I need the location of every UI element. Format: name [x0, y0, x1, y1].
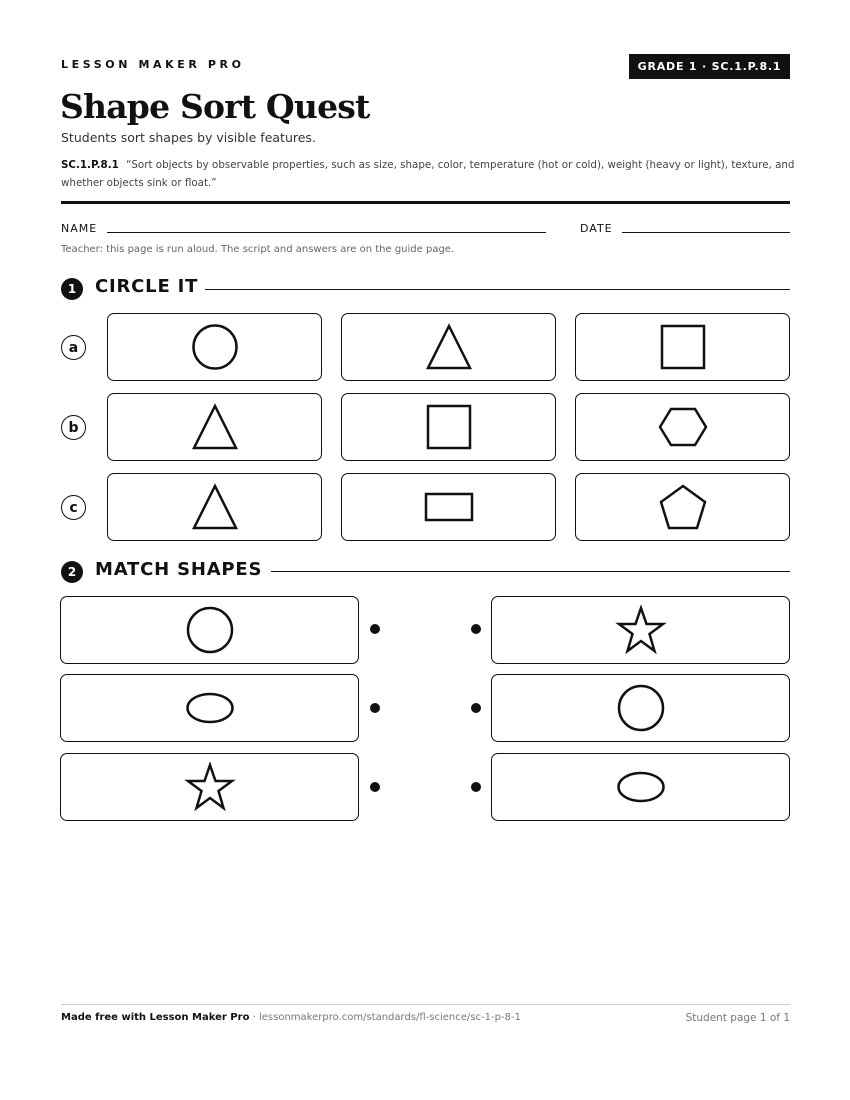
match-right-dot-1[interactable]: [471, 624, 481, 634]
choice-card-a2[interactable]: [341, 313, 556, 381]
standard-code: SC.1.P.8.1: [61, 159, 119, 171]
header-divider: [61, 201, 790, 204]
choice-card-c3[interactable]: [575, 473, 790, 541]
square-icon: [425, 403, 473, 451]
rectangle-icon: [424, 491, 474, 523]
standard-statement: [61, 156, 796, 192]
match-left-card-1[interactable]: [60, 596, 359, 664]
triangle-icon: [425, 323, 473, 371]
section-2-title: MATCH SHAPES: [95, 559, 263, 580]
oval-icon: [185, 691, 235, 725]
footer-separator: ·: [249, 1012, 259, 1023]
section-2-rule: [271, 571, 790, 572]
choice-card-b1[interactable]: [107, 393, 322, 461]
section-1-title: CIRCLE IT: [95, 276, 199, 297]
choice-card-b3[interactable]: [575, 393, 790, 461]
footer-credit: [61, 1012, 521, 1023]
match-right-card-2[interactable]: [491, 674, 790, 742]
date-label: DATE: [580, 222, 613, 235]
triangle-icon: [191, 403, 239, 451]
match-right-card-3[interactable]: [491, 753, 790, 821]
triangle-icon: [191, 483, 239, 531]
match-right-dot-3[interactable]: [471, 782, 481, 792]
page-title: Shape Sort Quest: [60, 87, 370, 126]
footer-page-number: Student page 1 of 1: [685, 1012, 790, 1024]
teacher-note: Teacher: this page is run aloud. The script and answers are on the guide page.: [61, 244, 455, 255]
section-1-number: 1: [61, 278, 83, 300]
choice-card-c2[interactable]: [341, 473, 556, 541]
name-label: NAME: [61, 222, 98, 235]
footer-made-with: Made free with Lesson Maker Pro: [61, 1012, 250, 1023]
footer-url[interactable]: lessonmakerpro.com/standards/fl-science/sc-1-p-8-1: [258, 1012, 521, 1023]
star-icon: [615, 605, 667, 655]
match-left-dot-2[interactable]: [370, 703, 380, 713]
match-left-card-3[interactable]: [60, 753, 359, 821]
page-subtitle: Students sort shapes by visible features.: [61, 130, 316, 145]
match-left-card-2[interactable]: [60, 674, 359, 742]
star-icon: [184, 762, 236, 812]
match-left-dot-3[interactable]: [370, 782, 380, 792]
choice-card-b2[interactable]: [341, 393, 556, 461]
choice-card-a1[interactable]: [107, 313, 322, 381]
circle-icon: [616, 683, 666, 733]
brand-name: LESSON MAKER PRO: [61, 58, 245, 71]
match-right-card-1[interactable]: [491, 596, 790, 664]
row-label-c: c: [61, 495, 86, 520]
section-2-number: 2: [61, 561, 83, 583]
row-label-b: b: [61, 415, 86, 440]
match-right-dot-2[interactable]: [471, 703, 481, 713]
circle-icon: [191, 323, 239, 371]
match-left-dot-1[interactable]: [370, 624, 380, 634]
standard-text: “Sort objects by observable properties, such as size, shape, color, temperature (hot or cold), weight (heavy or light), texture, and whether objects sink or float.”: [61, 159, 795, 189]
date-field[interactable]: [622, 232, 790, 233]
grade-badge: GRADE 1 · SC.1.P.8.1: [629, 54, 790, 79]
choice-card-c1[interactable]: [107, 473, 322, 541]
circle-icon: [185, 605, 235, 655]
square-icon: [659, 323, 707, 371]
hexagon-icon: [657, 403, 709, 451]
name-field[interactable]: [107, 232, 546, 233]
footer-divider: [61, 1004, 790, 1005]
choice-card-a3[interactable]: [575, 313, 790, 381]
oval-icon: [616, 770, 666, 804]
pentagon-icon: [658, 483, 708, 531]
row-label-a: a: [61, 335, 86, 360]
section-1-rule: [205, 289, 790, 290]
